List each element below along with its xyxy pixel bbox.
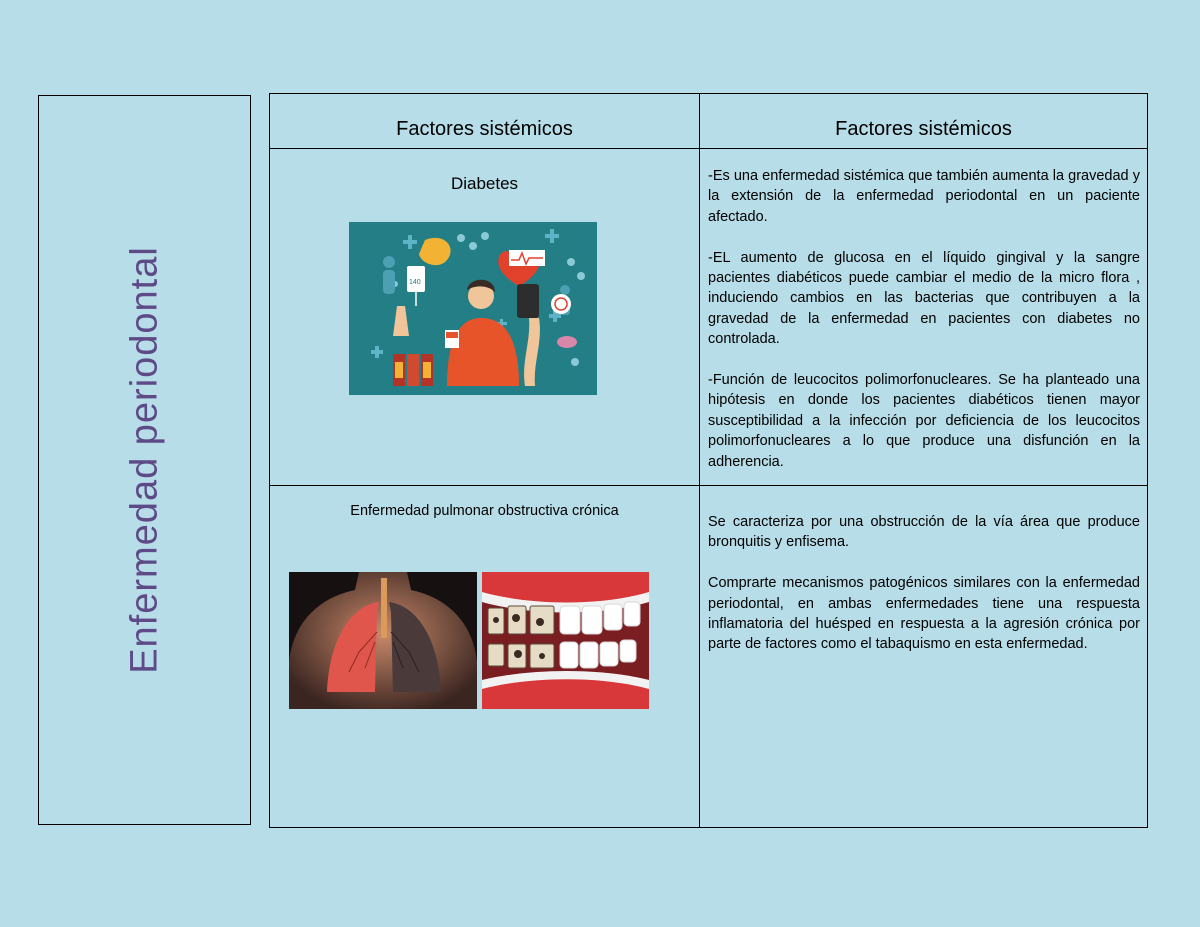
epoc-title: Enfermedad pulmonar obstructiva crónica bbox=[350, 503, 619, 519]
diabetes-illustration bbox=[349, 222, 597, 395]
smoker-teeth-photo bbox=[482, 572, 649, 709]
header-right: Factores sistémicos bbox=[835, 118, 1012, 140]
diabetes-description bbox=[708, 166, 1140, 492]
header-divider bbox=[270, 148, 1147, 149]
diabetes-title: Diabetes bbox=[450, 174, 519, 193]
glucometer-reading: 140 bbox=[409, 279, 421, 286]
teeth-icon bbox=[482, 572, 649, 709]
epoc-paragraph: Comprarte mecanismos patogénicos similares con la enfermedad periodontal, en ambas enfermedades tiene una respuesta inflamatoria del huésped en respuesta a la agresión crónica por parte de factores como el tabaquismo en esta enfermedad. bbox=[708, 575, 1140, 653]
lungs-photo bbox=[289, 572, 477, 709]
epoc-paragraph: Se caracteriza por una obstrucción de la vía área que produce bronquitis y enfisema. bbox=[708, 514, 1140, 551]
header-left: Factores sistémicos bbox=[396, 118, 573, 140]
side-panel bbox=[38, 95, 251, 825]
diabetes-scene-icon bbox=[349, 222, 597, 395]
epoc-description bbox=[708, 512, 1140, 675]
column-divider bbox=[699, 94, 700, 827]
diabetes-paragraph: -Función de leucocitos polimorfonucleares. Se ha planteado una hipótesis en donde los pacientes diabéticos tienen mayor susceptibilidad a la infección por deficiencia de los leucocitos polimorfonucleares a lo que produce una disfunción en la adherencia. bbox=[708, 372, 1140, 470]
side-title: Enfermedad periodontal bbox=[123, 246, 165, 674]
factors-table bbox=[269, 93, 1148, 828]
diabetes-paragraph: -EL aumento de glucosa en el líquido gingival y la sangre pacientes diabéticos puede cambiar el medio de la micro flora , induciendo cambios en las bacterias que contribuyen a la gravedad de la enfermedad en pacientes con diabetes no controlada. bbox=[708, 249, 1140, 348]
diabetes-paragraph: -Es una enfermedad sistémica que también aumenta la gravedad y la extensión de la enfermedad periodontal en un paciente afectado. bbox=[708, 168, 1140, 225]
lungs-icon bbox=[289, 572, 477, 709]
